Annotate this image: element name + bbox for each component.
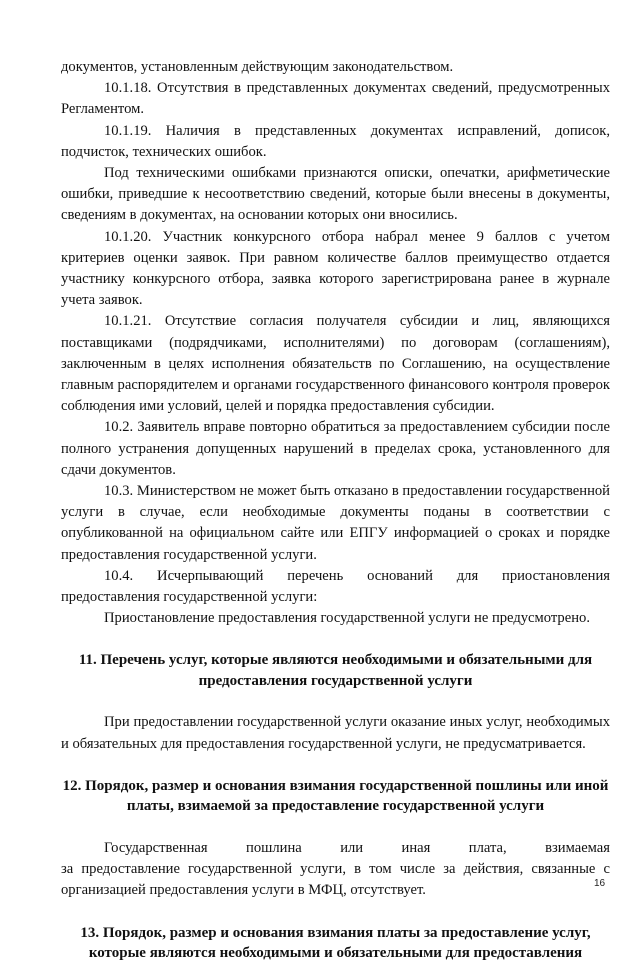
paragraph-10-1-20: 10.1.20. Участник конкурсного отбора набрал менее 9 баллов с учетом критериев оценки заявок. При равном количестве баллов преимущество отдается участнику конкурсного отбора, заявка которого зарегистрирована ранее в журнале учета заявок. — [61, 228, 610, 309]
paragraph-technical-errors: Под техническими ошибками признаются описки, опечатки, арифметические ошибки, приведшие к несоответствию сведений, которые были внесены в документы, сведениям в документах, на основании которых они вносились. — [61, 165, 610, 224]
paragraph-10-1-19: 10.1.19. Наличия в представленных документах исправлений, дописок, подчисток, технических ошибок. — [61, 122, 610, 160]
paragraph-suspension: Приостановление предоставления государственной услуги не предусмотрено. — [104, 610, 590, 627]
spacer — [61, 691, 610, 712]
document-page — [61, 57, 610, 964]
section-12-text: за предоставление государственной услуги, в том числе за действия, связанные с организацией предоставления услуги в МФЦ, отсутствует. — [61, 861, 610, 899]
paragraph-10-3: 10.3. Министерством не может быть отказано в предоставлении государственной услуги в случае, если необходимые документы поданы в соответствии с опубликованной на официальном сайте или ЕПГУ информацией о сроках и порядке предоставления государственной услуги. — [61, 483, 610, 563]
spacer — [61, 755, 610, 776]
paragraph-10-1-18: 10.1.18. Отсутствия в представленных документах сведений, предусмотренных Регламентом. — [61, 80, 610, 118]
section-11-heading: 11. Перечень услуг, которые являются необходимыми и обязательными для предоставления государственной услуги — [78, 652, 593, 689]
section-11-text: При предоставлении государственной услуги оказание иных услуг, необходимых и обязательных для предоставления государственной услуги, не предусматривается. — [61, 714, 610, 752]
paragraph-10-2: 10.2. Заявитель вправе повторно обратиться за предоставлением субсидии после полного устранения допущенных нарушений в пределах срока, установленного для сдачи документов. — [61, 419, 610, 478]
section-12-heading: 12. Порядок, размер и основания взимания государственной пошлины или иной платы, взимаемой за предоставление государственной услуги — [62, 777, 609, 815]
paragraph-10-4: 10.4. Исчерпывающий перечень оснований для приостановления предоставления государственной услуги: — [61, 567, 610, 606]
paragraph-10-1-21: 10.1.21. Отсутствие согласия получателя субсидии и лиц, являющихся поставщиками (подрядчиками, исполнителями) по договорам (соглашениям), заключенным в целях исполнения обязательств по Соглашению, на осуществление главным распорядителем и органами государственного финансового контроля проверок соблюдения ими условий, целей и порядка предоставления субсидии. — [61, 313, 610, 415]
spacer — [61, 817, 610, 838]
section-13-heading: 13. Порядок, размер и основания взимания платы за предоставление услуг, которые являются необходимыми и обязательными для предоставления — [80, 924, 591, 961]
section-12-text-line1: Государственная пошлина или иная плата, взимаемая — [104, 839, 610, 856]
page-number: 16 — [594, 878, 606, 889]
paragraph-continuation: документов, установленным действующим законодательством. — [61, 59, 454, 75]
spacer — [61, 629, 610, 650]
